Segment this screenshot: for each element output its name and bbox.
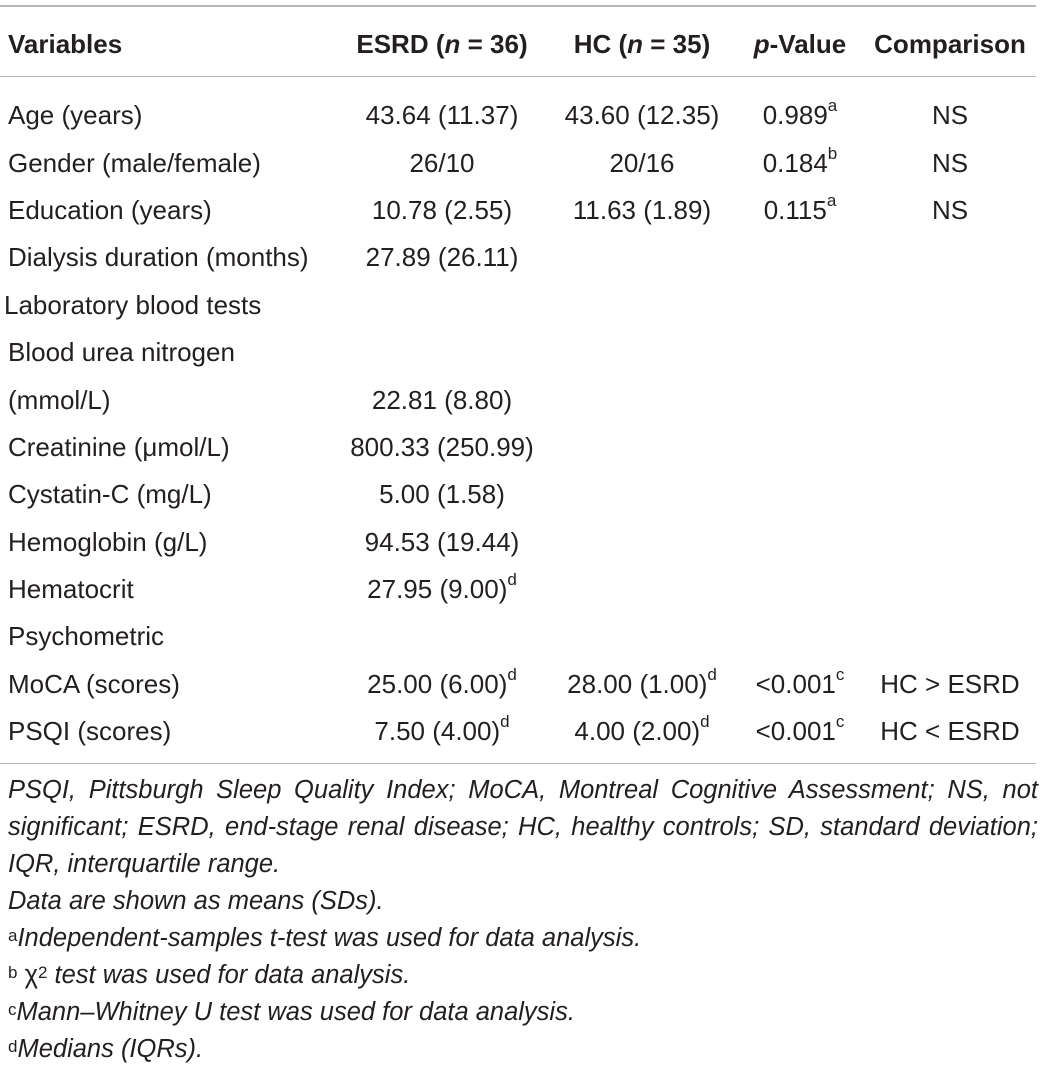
cell-p-value — [736, 566, 864, 613]
cell-hc — [548, 329, 736, 376]
cell-hc — [548, 282, 736, 329]
cell-esrd: 5.00 (1.58) — [379, 479, 505, 510]
footnote-b: $^b$ χ$^2$ test was used for data analysis. — [8, 961, 411, 989]
cell-hc — [548, 471, 736, 518]
cell-variable: Hemoglobin (g/L) — [8, 526, 208, 557]
cell-variable: (mmol/L) — [8, 384, 111, 415]
cell-esrd: 27.95 $(9.00)^d$ — [367, 570, 517, 605]
table-row — [0, 566, 1036, 613]
cell-variable: PSQI (scores) — [8, 716, 172, 747]
header-hc: HC (n = 35) — [573, 28, 711, 59]
table-header — [0, 12, 1036, 80]
table-bottom-rule — [0, 763, 1036, 764]
footnote-marker: d — [507, 570, 517, 590]
footnote-marker: d — [500, 712, 510, 732]
cell-variable: Blood urea nitrogen — [8, 337, 235, 368]
cell-p-value: 0.989$^a$ — [762, 96, 838, 131]
cell-p-value — [736, 282, 864, 329]
cell-hc — [548, 424, 736, 471]
footnote-marker: c — [835, 664, 845, 684]
cell-hc — [548, 376, 736, 423]
cell-variable: Gender (male/female) — [8, 147, 261, 178]
header-p-value: p-Value — [753, 28, 847, 59]
cell-esrd: 25.00 $(6.00)^d$ — [367, 664, 517, 699]
footnote-abbreviations: PSQI, Pittsburgh Sleep Quality Index; MoCA, Montreal Cognitive Assessment; NS, not significant; ESRD, end-stage renal disease; HC, healthy controls; SD, standard deviation; IQR, interquartile range. — [8, 776, 1038, 878]
table-footnotes — [8, 772, 1038, 1068]
cell-esrd: 43.64 (11.37) — [365, 100, 519, 131]
cell-p-value: 0.184$^b$ — [762, 143, 838, 178]
cell-comparison — [864, 471, 1036, 518]
footnote-marker: a — [827, 96, 838, 116]
cell-p-value — [736, 613, 864, 660]
table-row — [0, 613, 1036, 660]
cell-hc: 4.00 $(2.00)^d$ — [574, 712, 710, 747]
cell-comparison: NS — [931, 147, 969, 178]
table-row — [0, 424, 1036, 471]
cell-comparison — [864, 329, 1036, 376]
cell-p-value — [736, 376, 864, 423]
cell-p-value — [736, 329, 864, 376]
cell-comparison — [864, 424, 1036, 471]
cell-esrd: 94.53 (19.44) — [364, 526, 520, 557]
footnote-marker: a — [826, 190, 837, 210]
cell-comparison — [864, 566, 1036, 613]
cell-hc — [548, 613, 736, 660]
demographics-table — [0, 12, 1036, 755]
cell-p-value — [736, 471, 864, 518]
footnote-d: $^d$Medians (IQRs). — [8, 1035, 204, 1063]
cell-comparison: NS — [931, 100, 969, 131]
cell-esrd — [336, 282, 548, 329]
footnote-a: $^a$Independent-samples t-test was used for data analysis. — [8, 924, 642, 952]
cell-comparison — [864, 376, 1036, 423]
cell-comparison — [864, 613, 1036, 660]
cell-p-value: <0.001$^c$ — [755, 712, 845, 747]
footnote-marker: d — [707, 664, 717, 684]
cell-esrd: 7.50 $(4.00)^d$ — [374, 712, 510, 747]
footnote-marker: b — [827, 143, 838, 163]
cell-variable: Hematocrit — [8, 574, 134, 605]
footnote-marker: d — [700, 712, 710, 732]
cell-hc — [548, 519, 736, 566]
cell-variable: Age (years) — [8, 100, 143, 131]
table-row — [0, 234, 1036, 281]
cell-p-value: <0.001$^c$ — [755, 664, 845, 699]
cell-p-value: 0.115$^a$ — [763, 190, 837, 225]
table-row — [0, 376, 1036, 423]
cell-variable: Cystatin-C (mg/L) — [8, 479, 212, 510]
cell-hc: 20/16 — [609, 147, 675, 178]
cell-comparison — [864, 282, 1036, 329]
cell-hc: 28.00 $(1.00)^d$ — [567, 664, 717, 699]
cell-esrd — [336, 329, 548, 376]
cell-hc — [548, 566, 736, 613]
header-variables: Variables — [8, 28, 123, 59]
cell-comparison — [864, 519, 1036, 566]
cell-esrd: 27.89 (26.11) — [365, 242, 519, 273]
table-row — [0, 187, 1036, 234]
cell-comparison: NS — [931, 194, 969, 225]
footnote-c: $^c$Mann–Whitney U test was used for data analysis. — [8, 998, 575, 1026]
cell-hc — [548, 234, 736, 281]
table-row — [0, 471, 1036, 518]
header-esrd: ESRD (n = 36) — [356, 28, 528, 59]
table-row — [0, 661, 1036, 708]
table-row — [0, 139, 1036, 186]
cell-variable: Education (years) — [8, 194, 212, 225]
cell-esrd — [336, 613, 548, 660]
table-row — [0, 329, 1036, 376]
table-row — [0, 282, 1036, 329]
cell-p-value — [736, 424, 864, 471]
cell-p-value — [736, 519, 864, 566]
cell-hc: 43.60 (12.35) — [564, 100, 720, 131]
table-row — [0, 519, 1036, 566]
header-comparison: Comparison — [874, 28, 1026, 59]
table-row — [0, 80, 1036, 139]
footnote-marker: c — [835, 712, 845, 732]
cell-variable: Laboratory blood tests — [4, 289, 262, 320]
cell-esrd: 26/10 — [409, 147, 475, 178]
cell-variable: Psychometric — [8, 621, 165, 652]
cell-comparison: HC < ESRD — [880, 716, 1020, 747]
cell-comparison — [864, 234, 1036, 281]
table-row — [0, 708, 1036, 755]
cell-variable: Dialysis duration (months) — [8, 242, 309, 273]
table-body — [0, 80, 1036, 755]
cell-esrd: 10.78 (2.55) — [371, 194, 513, 225]
cell-variable: MoCA (scores) — [8, 668, 180, 699]
cell-p-value — [736, 234, 864, 281]
footnote-data-note: Data are shown as means (SDs). — [8, 887, 384, 915]
footnote-marker: d — [507, 664, 517, 684]
cell-comparison: HC > ESRD — [880, 668, 1020, 699]
cell-hc: 11.63 (1.89) — [572, 194, 712, 225]
cell-esrd: 22.81 (8.80) — [371, 384, 513, 415]
table-top-rule — [0, 5, 1036, 7]
cell-esrd: 800.33 (250.99) — [350, 431, 534, 462]
cell-variable: Creatinine (μmol/L) — [8, 431, 230, 462]
